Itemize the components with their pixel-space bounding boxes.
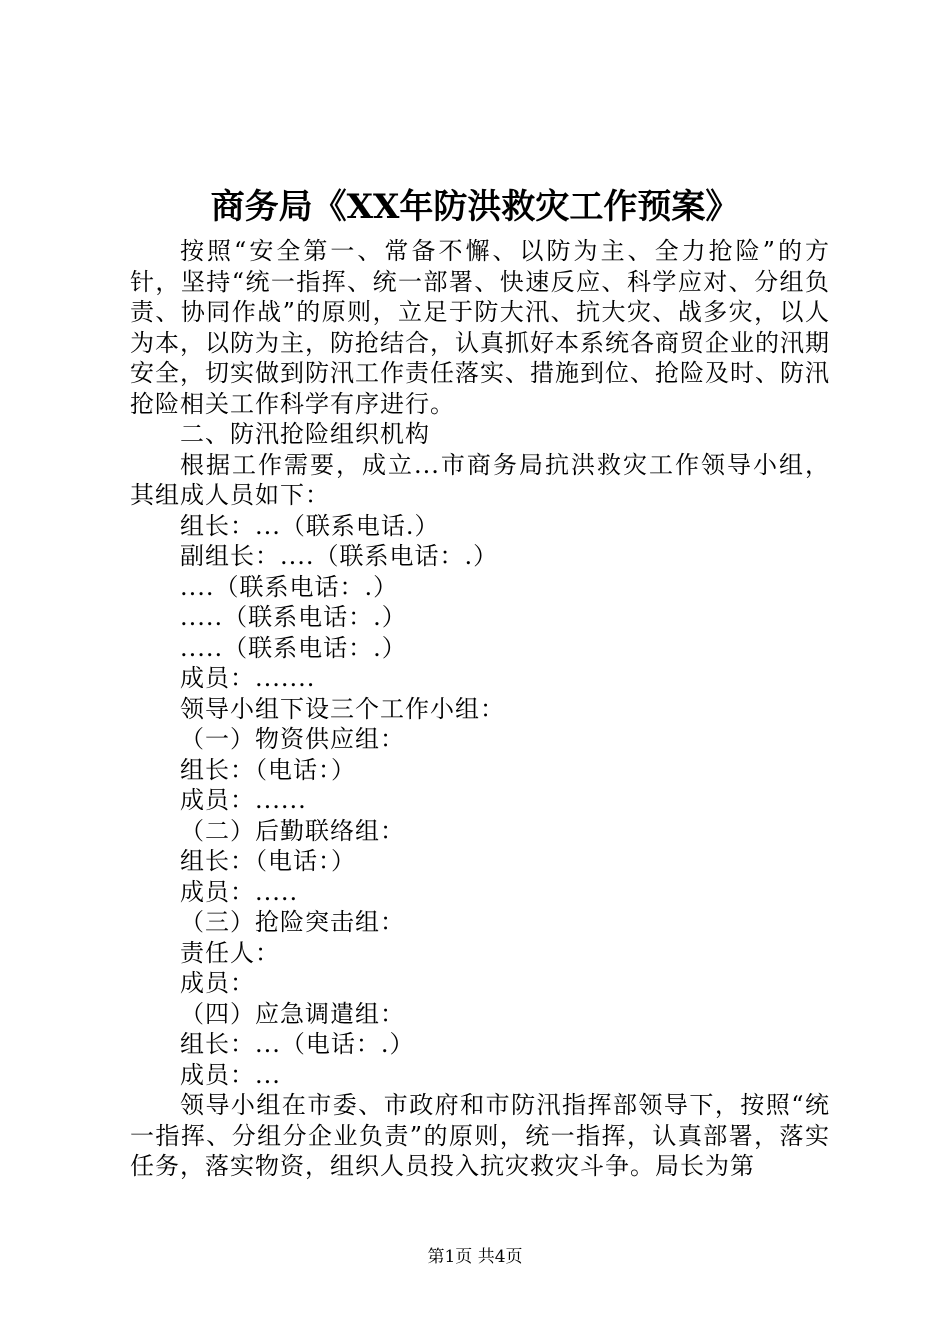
paragraph-leadership-duties: 领导小组在市委、市政府和市防汛指挥部领导下，按照“统一指挥、分组分企业负责”的原则，统一指挥，认真部署，落实任务，落实物资，组织人员投入抗灾救灾斗争。局长为第 — [130, 1091, 830, 1180]
paragraph-subgroups: 领导小组下设三个工作小组： — [180, 694, 505, 723]
subgroup-heading-logistics: （二）后勤联络组： — [180, 816, 405, 845]
document-title: 商务局《XX年防洪救灾工作预案》 — [210, 187, 740, 227]
subgroup-heading-rescue: （三）抢险突击组： — [180, 908, 405, 936]
logistics-members: 成员：..... — [180, 877, 299, 906]
paragraph-establish-group: 根据工作需要，成立...市商务局抗洪救灾工作领导小组，其组成人员如下： — [130, 450, 830, 509]
logistics-leader: 组长：（电话：） — [180, 847, 356, 875]
list-item-members: 成员：....... — [180, 664, 316, 692]
document-body — [130, 236, 830, 1182]
list-item-contact-3: .....（联系电话：.） — [180, 633, 407, 662]
subgroup-heading-dispatch: （四）应急调遣组： — [180, 999, 405, 1028]
dispatch-leader: 组长：...（电话：.） — [180, 1030, 415, 1058]
page-number: 第1页 共4页 — [427, 1247, 523, 1267]
dispatch-members: 成员：... — [180, 1060, 281, 1089]
supply-members: 成员：...... — [180, 786, 307, 814]
list-item-contact-1: ....（联系电话：.） — [180, 572, 399, 601]
list-item-leader: 组长：...（联系电话.） — [180, 511, 440, 540]
section-heading-organization: 二、防汛抢险组织机构 — [180, 420, 430, 448]
list-item-contact-2: .....（联系电话：.） — [180, 603, 407, 631]
subgroup-heading-supply: （一）物资供应组： — [180, 725, 405, 753]
rescue-responsible: 责任人： — [180, 938, 280, 967]
rescue-members: 成员： — [180, 969, 255, 997]
supply-leader: 组长：（电话：） — [180, 755, 356, 784]
list-item-deputy-leader: 副组长：....（联系电话：.） — [180, 542, 499, 570]
paragraph-intro: 按照“安全第一、常备不懈、以防为主、全力抢险”的方针，坚持“统一指挥、统一部署、快速反应、科学应对、分组负责、协同作战”的原则，立足于防大汛、抗大灾、战多灾，以人为本，以防为主，防抢结合，认真抓好本系统各商贸企业的汛期安全，切实做到防汛工作责任落实、措施到位、抢险及时、防汛抢险相关工作科学有序进行。 — [130, 237, 830, 418]
